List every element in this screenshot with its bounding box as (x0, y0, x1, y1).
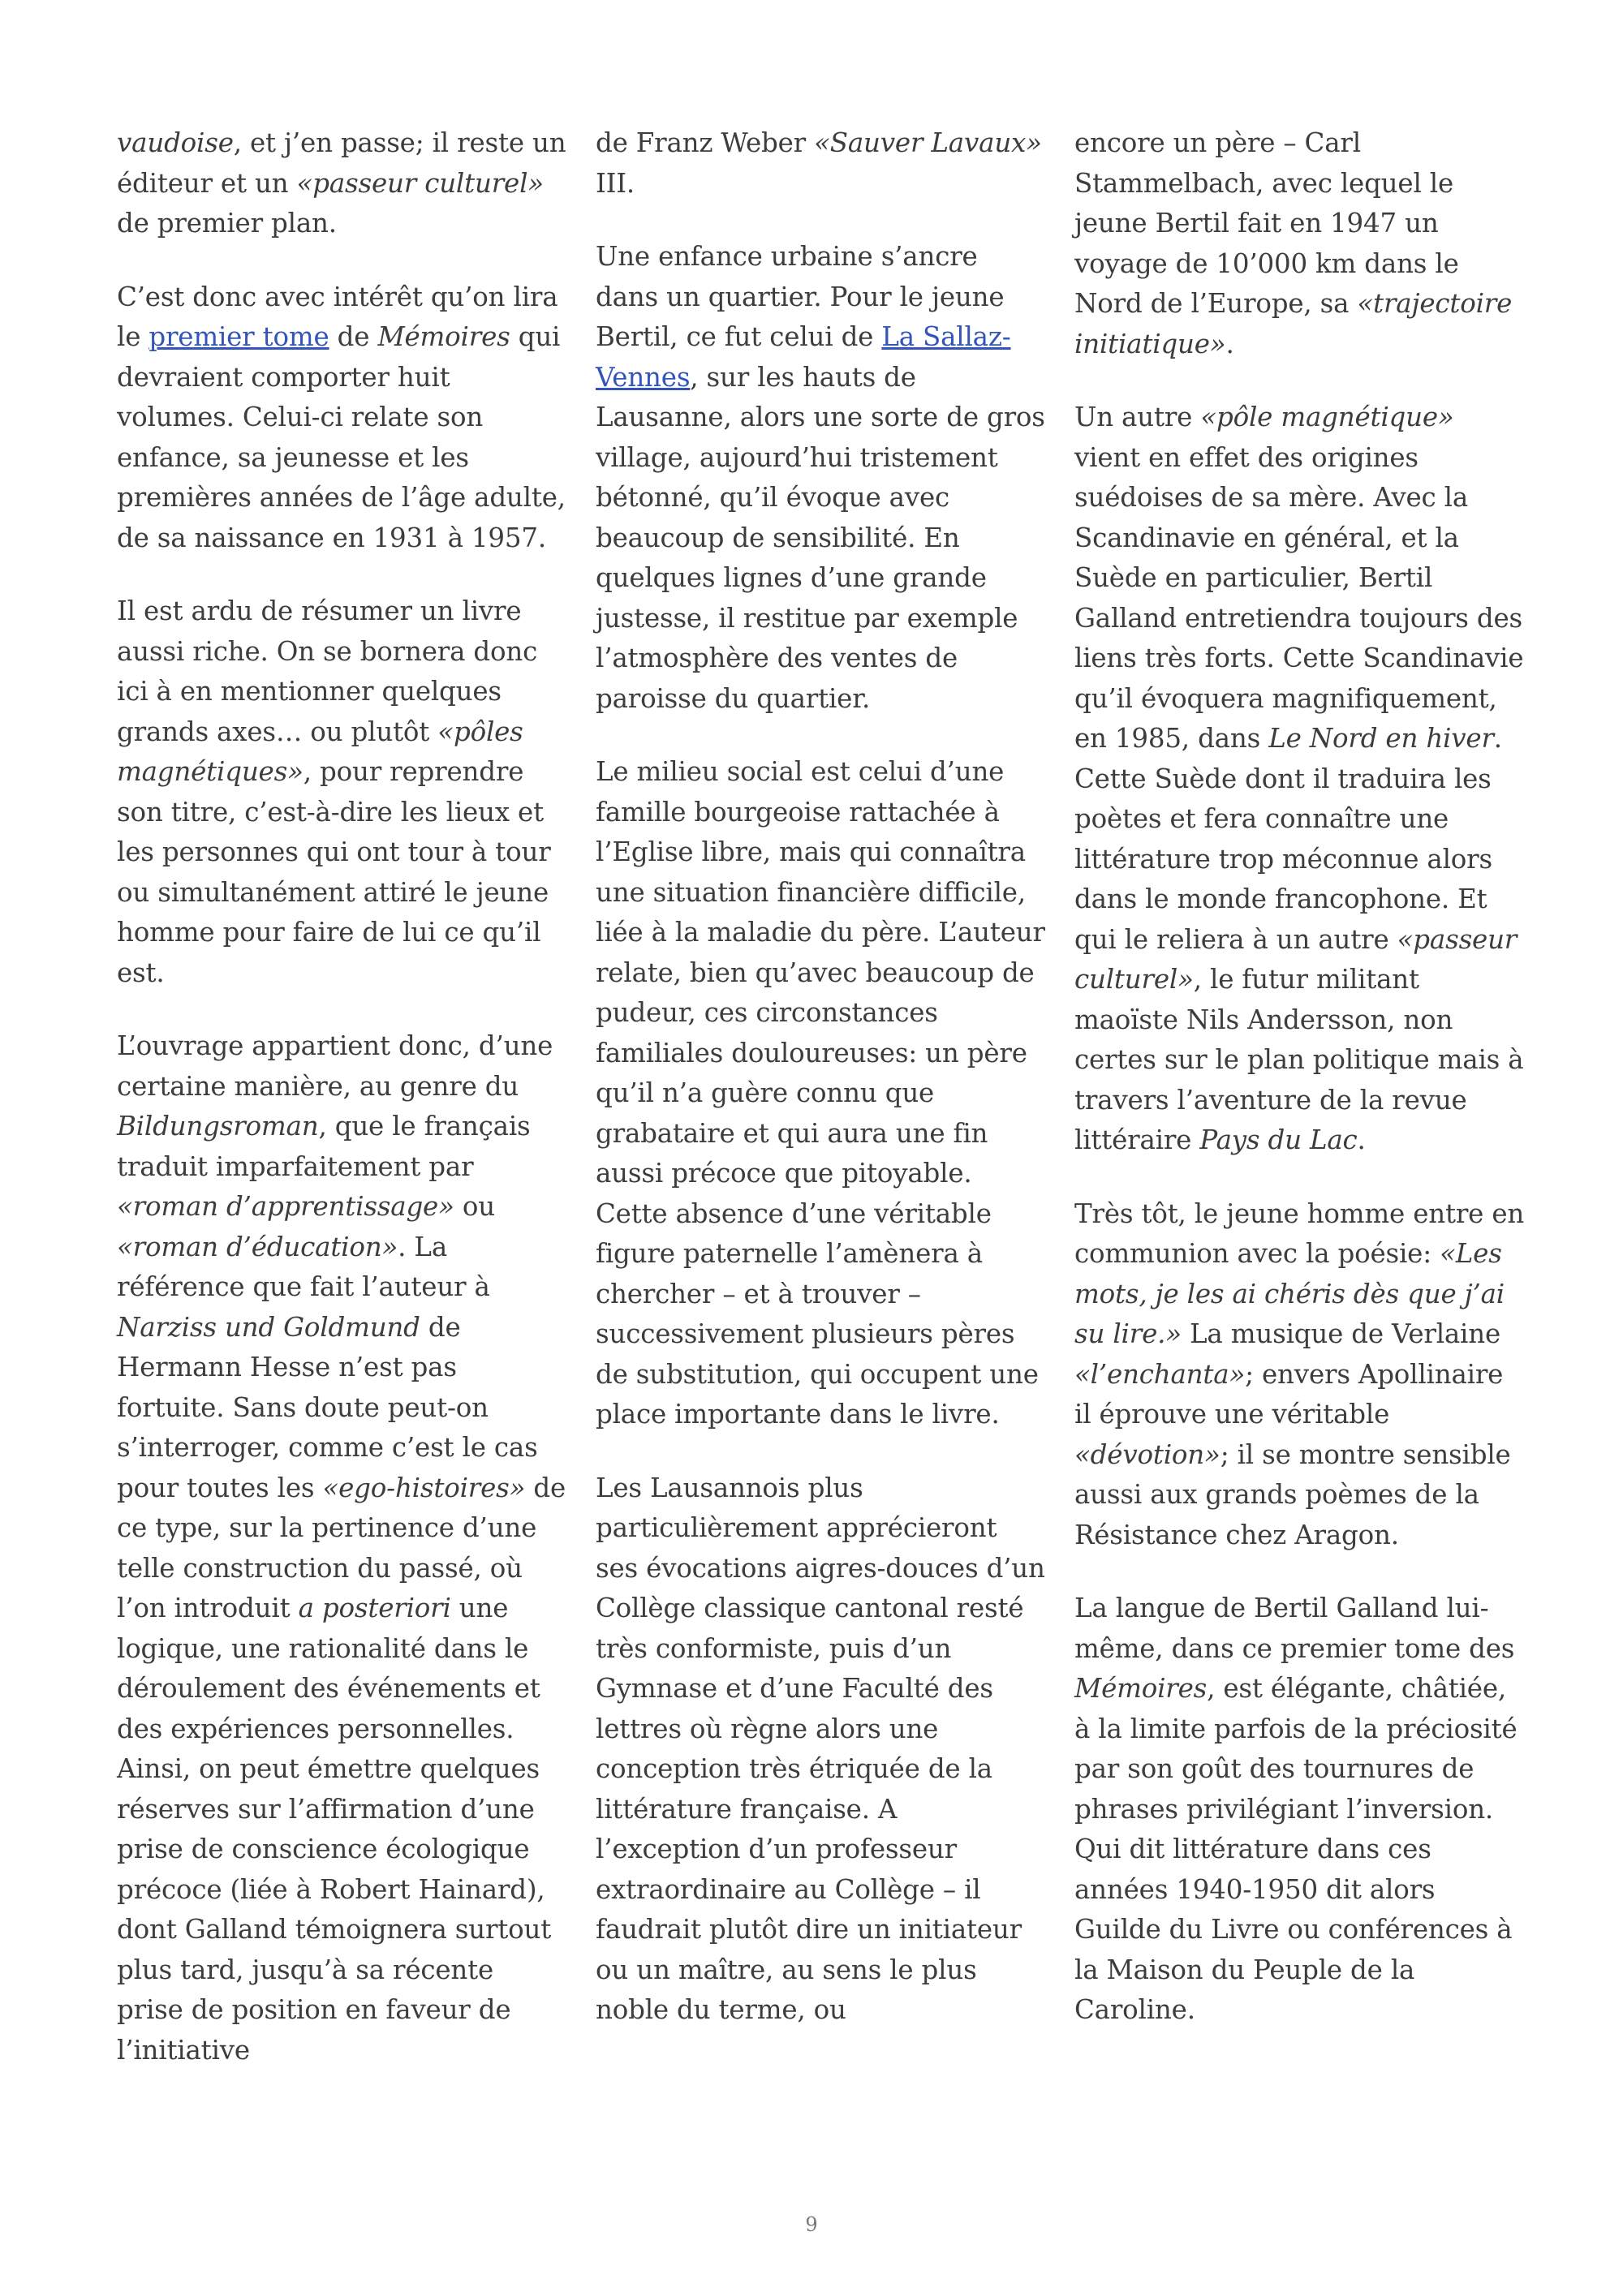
italic-text: «pôles magnétiques» (117, 716, 523, 787)
paragraph-text: une logique, une rationalité dans le déroulement des événements et des expériences personnelles. Ainsi, on peut émettre quelques réserves sur l’affirmation d’une prise de conscience écologique précoce (liée à Robert Hainard), dont Galland témoignera surtout plus tard, jusqu’à sa récente prise de position en faveur de l’initiative (117, 1593, 552, 2066)
text-column-3 (1074, 123, 1525, 2064)
paragraph (1074, 123, 1525, 364)
paragraph-text: Il est ardu de résumer un livre aussi riche. On se bornera donc ici à en mentionner quelques grands axes… ou plutôt (117, 595, 538, 747)
paragraph (596, 752, 1046, 1435)
paragraph (1074, 398, 1525, 1161)
text-column-2 (596, 123, 1046, 2064)
italic-text: «trajectoire initiatique» (1074, 288, 1513, 359)
paragraph-text: qui devraient comporter huit volumes. Celui-ci relate son enfance, sa jeunesse et les premières années de l’âge adulte, de sa naissance en 1931 à 1957. (117, 321, 566, 553)
paragraph (117, 123, 567, 244)
paragraph-text: . (1357, 1124, 1366, 1155)
paragraph-text: L’ouvrage appartient donc, d’une certaine manière, au genre du (117, 1030, 553, 1102)
paragraph (596, 123, 1046, 204)
paragraph-text: . (1225, 328, 1234, 359)
paragraph-text: de ce type, sur la pertinence d’une telle construction du passé, où l’on introduit (117, 1472, 566, 1623)
italic-text: Bildungsroman (117, 1111, 319, 1142)
paragraph-text: de premier plan. (117, 208, 337, 239)
italic-text: «Sauver Lavaux» (814, 127, 1042, 158)
paragraph-text: Un autre (1074, 402, 1201, 432)
paragraph-text: La musique de Verlaine (1181, 1318, 1501, 1349)
paragraph-text: , sur les hauts de Lausanne, alors une sorte de gros village, aujourd’hui tristement bétonné, qu’il évoque avec beaucoup de sensibilité. En quelques lignes d’une grande justesse, il restitue par exemple l’atmosphère des ventes de paroisse du quartier. (596, 361, 1045, 714)
paragraph-text: de Hermann Hesse n’est pas fortuite. Sans doute peut-on s’interroger, comme c’est le cas pour toutes les (117, 1311, 538, 1503)
paragraph-text: , et j’en passe; il reste un éditeur et un (117, 127, 566, 199)
italic-text: «l’enchanta» (1074, 1358, 1246, 1390)
italic-text: vaudoise (117, 127, 234, 158)
paragraph-text: , est élégante, châtiée, à la limite parfois de la préciosité par son goût des tournures de phrases privilégiant l’inversion. Qui dit littérature dans ces années 1940-1950 dit alors Guilde du Livre ou conférences à la Maison du Peuple de la Caroline. (1074, 1673, 1518, 2025)
italic-text: Pays du Lac (1199, 1124, 1358, 1155)
paragraph-text: La langue de Bertil Galland lui-même, dans ce premier tome des (1074, 1593, 1515, 1664)
paragraph-text: Une enfance urbaine s’ancre dans un quartier. Pour le jeune Bertil, ce fut celui de (596, 241, 1005, 352)
paragraph (1074, 1194, 1525, 1556)
paragraph-text: de (329, 321, 378, 352)
text-column-1 (117, 123, 567, 2104)
italic-text: Le Nord en hiver (1268, 723, 1494, 754)
italic-text: «Les mots, je les ai chéris dès que j’ai su lire.» (1074, 1238, 1505, 1349)
italic-text: Mémoires (377, 321, 510, 352)
paragraph-text: . La référence que fait l’auteur à (117, 1231, 490, 1302)
paragraph (117, 1026, 567, 2070)
italic-text: «passeur culturel» (296, 167, 544, 199)
italic-text: a posteriori (298, 1593, 451, 1623)
italic-text: «pôle magnétique» (1200, 402, 1454, 432)
paragraph (117, 591, 567, 993)
italic-text: «dévotion» (1074, 1438, 1220, 1470)
paragraph (1074, 1589, 1525, 2031)
italic-text: «roman d’apprentissage» (117, 1191, 454, 1222)
paragraph-text: , pour reprendre son titre, c’est-à-dire les lieux et les personnes qui ont tour à tour ou simultanément attiré le jeune homme pour faire de lui ce qu’il est. (117, 756, 551, 988)
paragraph-text: Les Lausannois plus particulièrement apprécieront ses évocations aigres-douces d’un Collège classique cantonal resté très conformiste, puis d’un Gymnase et d’une Faculté des lettres où règne alors une conception très étriquée de la littérature française. A l’exception d’un professeur extraordinaire au Collège – il faudrait plutôt dire un initiateur ou un maître, au sens le plus noble du terme, ou (596, 1472, 1045, 2025)
paragraph (596, 237, 1046, 719)
premier-tome-link[interactable]: premier tome (149, 321, 329, 352)
italic-text: Mémoires (1074, 1673, 1208, 1704)
paragraph-text: ; il se montre sensible aussi aux grands poèmes de la Résistance chez Aragon. (1074, 1438, 1511, 1550)
paragraph-text: encore un père – Carl Stammelbach, avec lequel le jeune Bertil fait en 1947 un voyage de 10’000 km dans le Nord de l’Europe, sa (1074, 127, 1459, 319)
la-sallaz-vennes-link[interactable]: La Sallaz-Vennes (596, 321, 1011, 393)
italic-text: «roman d’éducation» (117, 1231, 398, 1262)
paragraph-text: , que le français traduit imparfaitement par (117, 1111, 531, 1182)
paragraph-text: Le milieu social est celui d’une famille bourgeoise rattachée à l’Eglise libre, mais qui connaîtra une situation financière difficile, liée à la maladie du père. L’auteur relate, bien qu’avec beaucoup de pudeur, ces circonstances familiales douloureuses: un père qu’il n’a guère connu que grabataire et qui aura une fin aussi précoce que pitoyable. Cette absence d’une véritable figure paternelle l’amènera à chercher – et à trouver – successivement plusieurs pères de substitution, qui occupent une place importante dans le livre. (596, 756, 1045, 1430)
paragraph-text: . Cette Suède dont il traduira les poètes et fera connaître une littérature trop méconnue alors dans le monde francophone. Et qui le reliera à un autre (1074, 723, 1502, 955)
paragraph (596, 1468, 1046, 2031)
italic-text: Narziss und Goldmund (117, 1311, 420, 1343)
paragraph-text: C’est donc avec intérêt qu’on lira le (117, 281, 558, 352)
paragraph (117, 277, 567, 559)
paragraph-text: , le futur militant maoïste Nils Andersson, non certes sur le plan politique mais à travers l’aventure de la revue littéraire (1074, 964, 1524, 1155)
page-number: 9 (805, 2213, 818, 2236)
italic-text: «ego-histoires» (322, 1472, 526, 1503)
paragraph-text: vient en effet des origines suédoises de sa mère. Avec la Scandinavie en général, et la Suède en particulier, Bertil Galland entretiendra toujours des liens très forts. Cette Scandinavie qu’il évoquera magnifiquement, en 1985, dans (1074, 441, 1524, 754)
paragraph-text: III. (596, 167, 635, 199)
italic-text: «passeur culturel» (1074, 923, 1518, 995)
paragraph-text: ou (454, 1191, 496, 1222)
paragraph-text: de Franz Weber (596, 127, 815, 158)
paragraph-text: ; envers Apollinaire il éprouve une véritable (1074, 1358, 1504, 1430)
paragraph-text: Très tôt, le jeune homme entre en communion avec la poésie: (1074, 1197, 1525, 1269)
